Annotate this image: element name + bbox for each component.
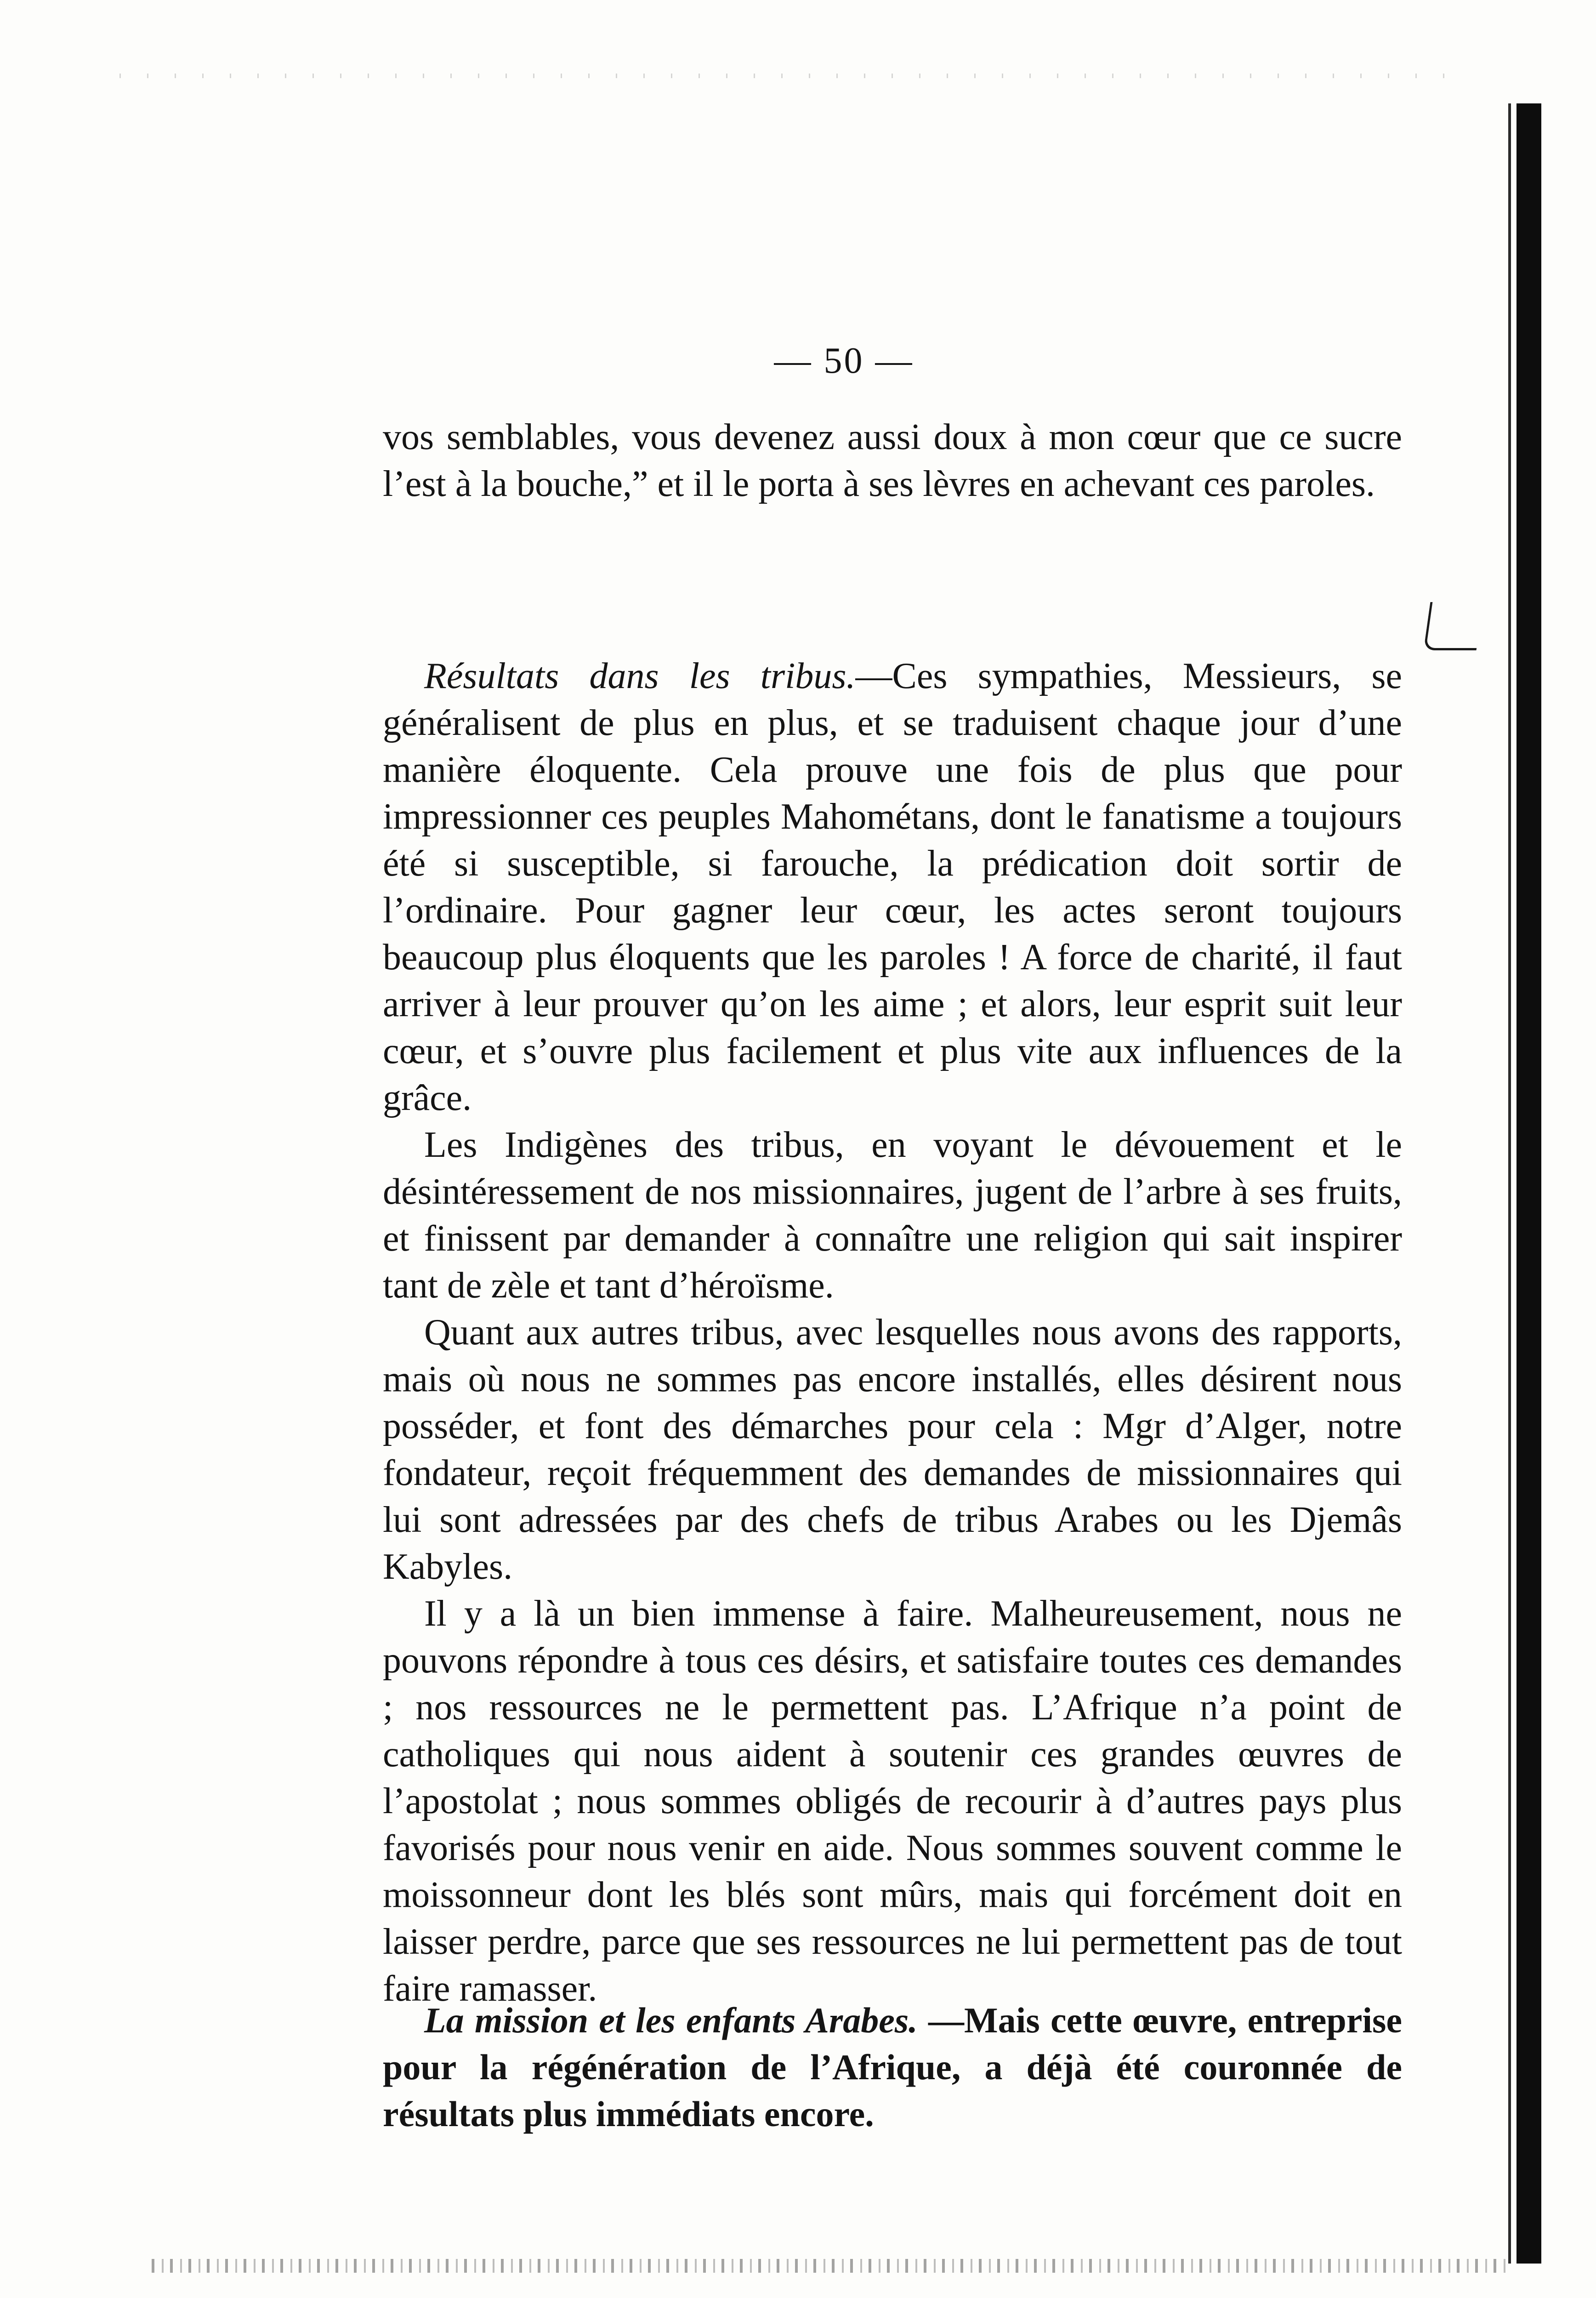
section-heading-enfants: La mission et les enfants Arabes. — [424, 2000, 918, 2040]
tribus-paragraph-2: Les Indigènes des tribus, en voyant le dévouement et le désintéressement de nos missionnaires, jugent de l’arbre à ses fruits, et finissent par demander à connaître une religion qui sait inspirer tant de zèle et tant d’héroïsme. — [383, 1125, 1402, 1306]
intro-paragraph — [383, 414, 1402, 507]
intro-text: vos semblables, vous devenez aussi doux à mon cœur que ce sucre l’est à la bouche,” et il le porta à ses lèvres en achevant ces paroles. — [383, 417, 1402, 504]
heading-dash: — — [855, 656, 892, 696]
scan-top-noise — [119, 74, 1452, 78]
section-heading-tribus: Résultats dans les tribus. — [424, 656, 856, 696]
scan-bottom-noise — [152, 2259, 1507, 2273]
paragraph-text: Mais cette œuvre, entreprise pour la régénération de l’Afrique, a déjà été couronnée de résultats plus immédiats encore. — [383, 2000, 1402, 2134]
tribus-paragraph-1 — [383, 653, 1402, 1121]
binding-edge — [1516, 103, 1541, 2264]
enfants-paragraph — [383, 1997, 1402, 2138]
section-enfants — [383, 1997, 1402, 2138]
tribus-paragraph-4: Il y a là un bien immense à faire. Malheureusement, nous ne pouvons répondre à tous ces désirs, et satisfaire toutes ces demandes ; nos ressources ne le permettent pas. L’Afrique n’a point de catholiques qui nous aident à soutenir ces grandes œuvres de l’apostolat ; nous sommes obligés de recourir à d’autres pays plus favorisés pour nous venir en aide. Nous sommes souvent comme le moissonneur dont les blés sont mûrs, mais qui forcément doit en laisser perdre, parce que ses ressources ne lui permettent pas de tout faire ramasser. — [383, 1593, 1402, 2009]
tribus-paragraph-3: Quant aux autres tribus, avec lesquelles nous avons des rapports, mais où nous ne sommes pas encore installés, elles désirent nous posséder, et font des démarches pour cela : Mgr d’Alger, notre fondateur, reçoit fréquemment des demandes de missionnaires qui lui sont adressées par des chefs de tribus Arabes ou les Djemâs Kabyles. — [383, 1312, 1402, 1587]
section-tribus — [383, 653, 1402, 2012]
heading-dash: — — [928, 2000, 965, 2040]
margin-pen-mark — [1424, 602, 1483, 650]
page-number: — 50 — — [774, 341, 914, 381]
binding-shadow — [1508, 103, 1511, 2264]
paragraph-text: Ces sympathies, Messieurs, se généralisent de plus en plus, et se traduisent chaque jour d’une manière éloquente. Cela prouve une fois de plus que pour impressionner ces peuples Mahométans, dont le fanatisme a toujours été si susceptible, si farouche, la prédication doit sortir de l’ordinaire. Pour gagner leur cœur, les actes seront toujours beaucoup plus éloquents que les paroles ! A force de charité, il faut arriver à leur prouver qu’on les aime ; et alors, leur esprit suit leur cœur, et s’ouvre plus facilement et plus vite aux influences de la grâce. — [383, 656, 1402, 1118]
